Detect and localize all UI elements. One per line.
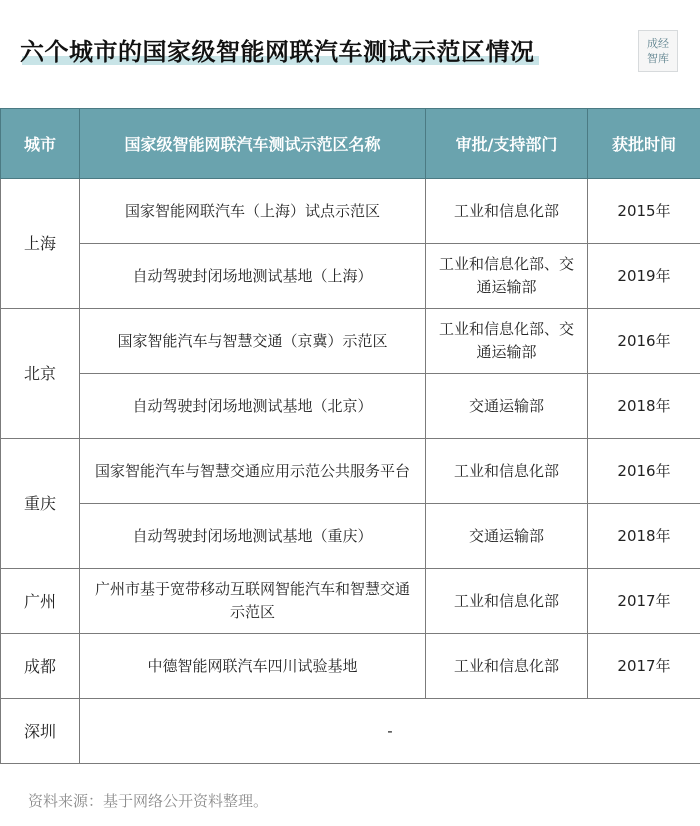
city-cell: 成都 [1,634,80,699]
department-cell: 工业和信息化部、交通运输部 [426,244,588,309]
department-cell: 工业和信息化部、交通运输部 [426,309,588,374]
year-cell: 2015年 [588,179,700,244]
zone-name-cell: 广州市基于宽带移动互联网智能汽车和智慧交通示范区 [80,569,426,634]
year-cell: 2018年 [588,504,700,569]
city-cell: 深圳 [1,699,80,764]
zone-name-cell: 国家智能汽车与智慧交通应用示范公共服务平台 [80,439,426,504]
year-cell: 2017年 [588,569,700,634]
table-row [1,569,700,634]
table-body [1,179,700,764]
zone-name-cell: 自动驾驶封闭场地测试基地（北京） [80,374,426,439]
table-row [1,699,700,764]
year-cell: 2016年 [588,309,700,374]
header-zone-name: 国家级智能网联汽车测试示范区名称 [80,109,426,179]
year-cell: 2017年 [588,634,700,699]
header-city: 城市 [1,109,80,179]
zone-name-cell: 自动驾驶封闭场地测试基地（上海） [80,244,426,309]
zone-name-cell: 自动驾驶封闭场地测试基地（重庆） [80,504,426,569]
department-cell: 工业和信息化部 [426,179,588,244]
department-cell: 工业和信息化部 [426,569,588,634]
table-row [1,374,700,439]
zone-name-cell: 国家智能网联汽车（上海）试点示范区 [80,179,426,244]
year-cell: 2018年 [588,374,700,439]
city-cell: 广州 [1,569,80,634]
year-cell: 2016年 [588,439,700,504]
header-department: 审批/支持部门 [426,109,588,179]
table-row [1,439,700,504]
zone-name-cell: 中德智能网联汽车四川试验基地 [80,634,426,699]
table-row [1,309,700,374]
brand-logo [638,30,678,72]
empty-value-cell: - [80,699,700,764]
demo-zone-table [0,108,700,764]
department-cell: 交通运输部 [426,374,588,439]
header-approval-year: 获批时间 [588,109,700,179]
city-cell: 北京 [1,309,80,439]
city-cell: 重庆 [1,439,80,569]
source-note: 资料来源：基于网络公开资料整理。 [28,792,269,810]
department-cell: 交通运输部 [426,504,588,569]
department-cell: 工业和信息化部 [426,634,588,699]
table-row [1,504,700,569]
city-cell: 上海 [1,179,80,309]
table-row [1,634,700,699]
table-row [1,244,700,309]
year-cell: 2019年 [588,244,700,309]
title-wrap [20,32,535,67]
table-row [1,179,700,244]
logo-line-1: 成经 [647,37,669,50]
logo-line-2: 智库 [647,52,669,65]
department-cell: 工业和信息化部 [426,439,588,504]
page-title: 六个城市的国家级智能网联汽车测试示范区情况 [20,32,535,67]
zone-name-cell: 国家智能汽车与智慧交通（京冀）示范区 [80,309,426,374]
table-header-row [1,109,700,179]
